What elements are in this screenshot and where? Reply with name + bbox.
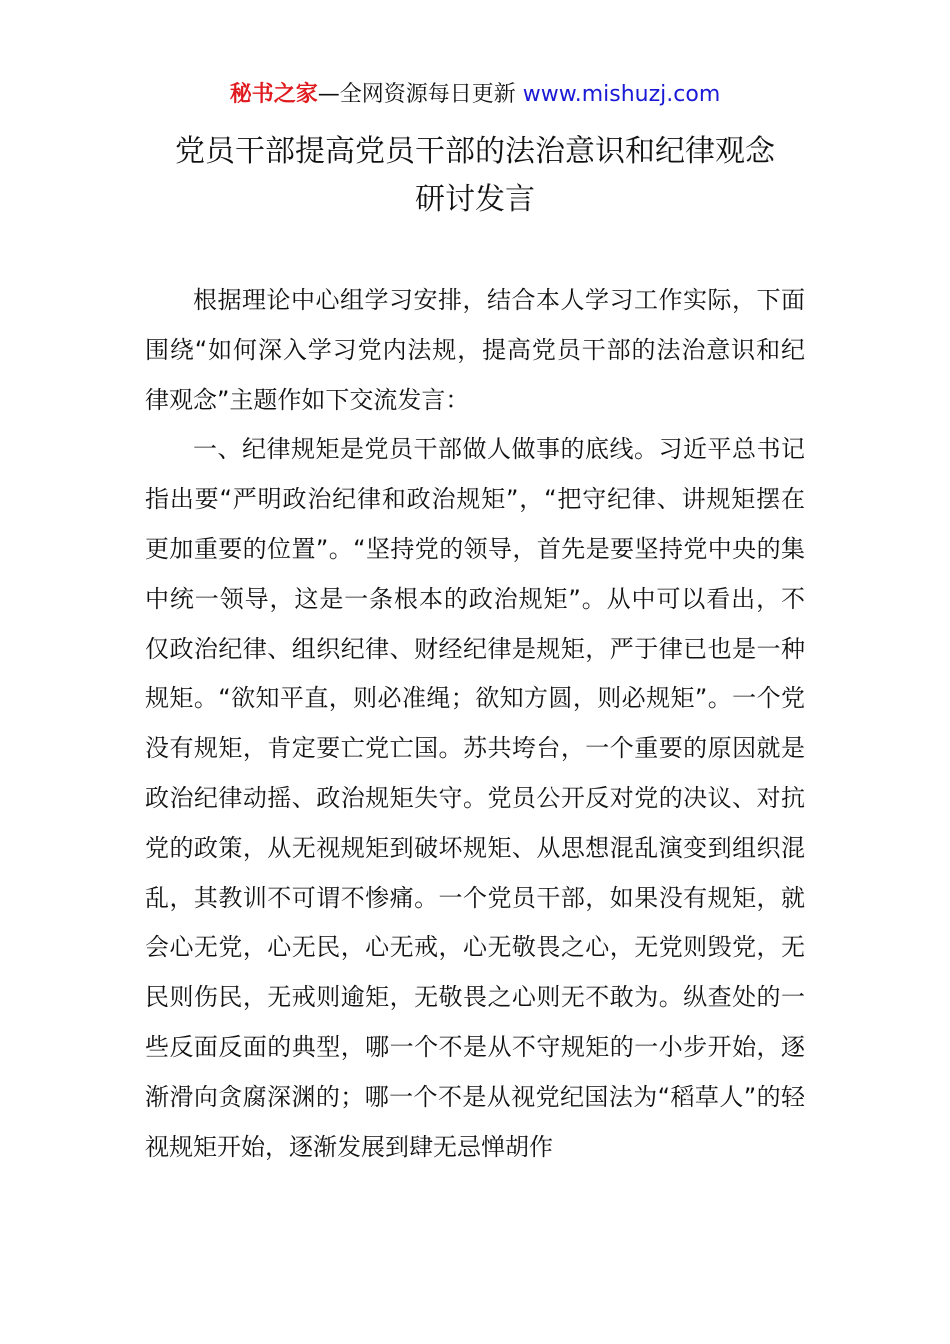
title-line-2: 研讨发言 [415,182,535,217]
paragraph-intro: 根据理论中心组学习安排，结合本人学习工作实际，下面围绕“如何深入学习党内法规，提高党员干部的法治意识和纪律观念”主题作如下交流发言： [145,286,805,414]
document-body [145,276,805,1172]
paragraph-section-1: 一、纪律规矩是党员干部做人做事的底线。习近平总书记指出要“严明政治纪律和政治规矩”，“把守纪律、讲规矩摆在更加重要的位置”。“坚持党的领导，首先是要坚持党中央的集中统一领导，这是一条根本的政治规矩”。从中可以看出，不仅政治纪律、组织纪律、财经纪律是规矩，严于律已也是一种规矩。“欲知平直，则必准绳；欲知方圆，则必规矩”。一个党没有规矩，肯定要亡党亡国。苏共垮台，一个重要的原因就是政治纪律动摇、政治规矩失守。党员公开反对党的决议、对抗党的政策，从无视规矩到破坏规矩、从思想混乱演变到组织混乱，其教训不可谓不惨痛。一个党员干部，如果没有规矩，就会心无党，心无民，心无戒，心无敬畏之心，无党则毁党，无民则伤民，无戒则逾矩，无敬畏之心则无不敢为。纵查处的一些反面反面的典型，哪一个不是从不守规矩的一小步开始，逐渐滑向贪腐深渊的；哪一个不是从视党纪国法为“稻草人”的轻视规矩开始，逐渐发展到肆无忌惮胡作 [145,435,805,1161]
header-slogan: —全网资源每日更新 [317,82,523,107]
site-url-link[interactable]: www.mishuzj.com [522,82,721,107]
site-header [0,78,950,112]
document-title [0,128,950,224]
brand-name: 秘书之家 [229,82,318,107]
title-line-1: 党员干部提高党员干部的法治意识和纪律观念 [175,134,775,169]
